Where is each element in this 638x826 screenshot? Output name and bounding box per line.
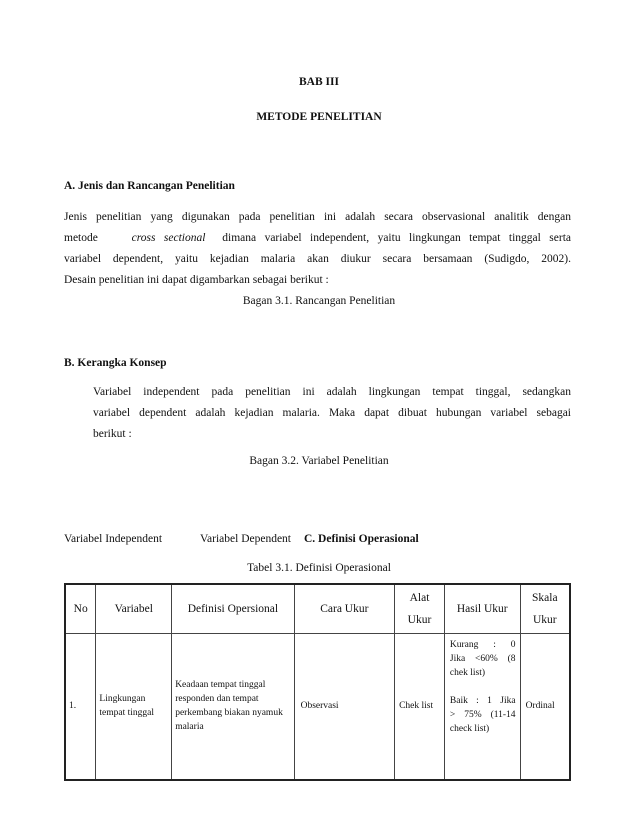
hasil-kurang-line-2: Jika <60% (8	[449, 654, 516, 664]
section-b-line-1: Variabel independent pada penelitian ini adalah lingkungan tempat tinggal, sedangkan	[93, 386, 571, 398]
header-definisi: Definisi Opersional	[172, 584, 294, 634]
cell-definisi: Keadaan tempat tinggal responden dan tempat perkembang biakan nyamuk malaria	[172, 634, 294, 780]
cell-variabel: Lingkungan tempat tinggal	[96, 634, 172, 780]
header-variabel: Variabel	[96, 584, 172, 634]
section-a-line-2-rest: dimana variabel independent, yaitu lingkungan tempat tinggal serta	[222, 232, 571, 244]
hasil-spacer	[450, 680, 516, 694]
cell-no: 1.	[65, 634, 96, 780]
section-b-heading: B. Kerangka Konsep	[64, 357, 167, 369]
hasil-kurang-line-3: chek list)	[449, 668, 485, 678]
section-a-line-2-prefix: metode	[64, 232, 98, 244]
figure-caption-3-1: Bagan 3.1. Rancangan Penelitian	[242, 295, 396, 307]
section-a-line-4: Desain penelitian ini dapat digambarkan sebagai berikut :	[64, 274, 329, 286]
section-a-line-3: variabel dependent, yaitu kejadian malaria akan diukur secara bersamaan (Sudigdo, 2002).	[64, 253, 571, 265]
hasil-baik-line-3: check list)	[449, 724, 490, 734]
section-b-paragraph	[93, 382, 571, 445]
header-alat-ukur: Alat Ukur	[395, 584, 445, 634]
cell-skala-ukur: Ordinal	[520, 634, 570, 780]
table-caption: Tabel 3.1. Definisi Operasional	[247, 562, 391, 574]
hasil-kurang-line-1: Kurang : 0	[449, 640, 516, 650]
cell-cara-ukur: Observasi	[294, 634, 395, 780]
section-a-line-2	[64, 228, 571, 249]
section-b-line-2: variabel dependent adalah kejadian malaria. Maka dapat dibuat hubungan variabel sebagai	[93, 407, 571, 419]
variable-independent-label: Variabel Independent	[64, 533, 163, 545]
figure-caption-3-2: Bagan 3.2. Variabel Penelitian	[249, 455, 389, 467]
section-a-line-1: Jenis penelitian yang digunakan pada penelitian ini adalah secara observasional analitik dengan	[64, 211, 571, 223]
hasil-baik-line-2: > 75% (11-14	[449, 710, 516, 720]
cell-alat-ukur: Chek list	[395, 634, 445, 780]
section-a-heading: A. Jenis dan Rancangan Penelitian	[64, 180, 235, 192]
table-row	[65, 634, 570, 780]
header-skala-ukur: Skala Ukur	[520, 584, 570, 634]
chapter-number: BAB III	[299, 76, 339, 88]
variable-dependent-label: Variabel Dependent	[200, 533, 292, 545]
section-c-heading: C. Definisi Operasional	[304, 533, 419, 545]
chapter-title: METODE PENELITIAN	[256, 111, 382, 123]
header-cara-ukur: Cara Ukur	[294, 584, 395, 634]
section-a-italic-term: cross sectional	[131, 232, 206, 244]
cell-hasil-ukur	[444, 634, 520, 780]
section-b-line-3: berikut :	[93, 428, 132, 440]
definition-table	[64, 583, 571, 781]
header-hasil-ukur: Hasil Ukur	[444, 584, 520, 634]
section-a-paragraph	[64, 207, 571, 291]
hasil-baik-line-1: Baik : 1 Jika	[449, 696, 516, 706]
table-header-row	[65, 584, 570, 634]
header-no: No	[65, 584, 96, 634]
